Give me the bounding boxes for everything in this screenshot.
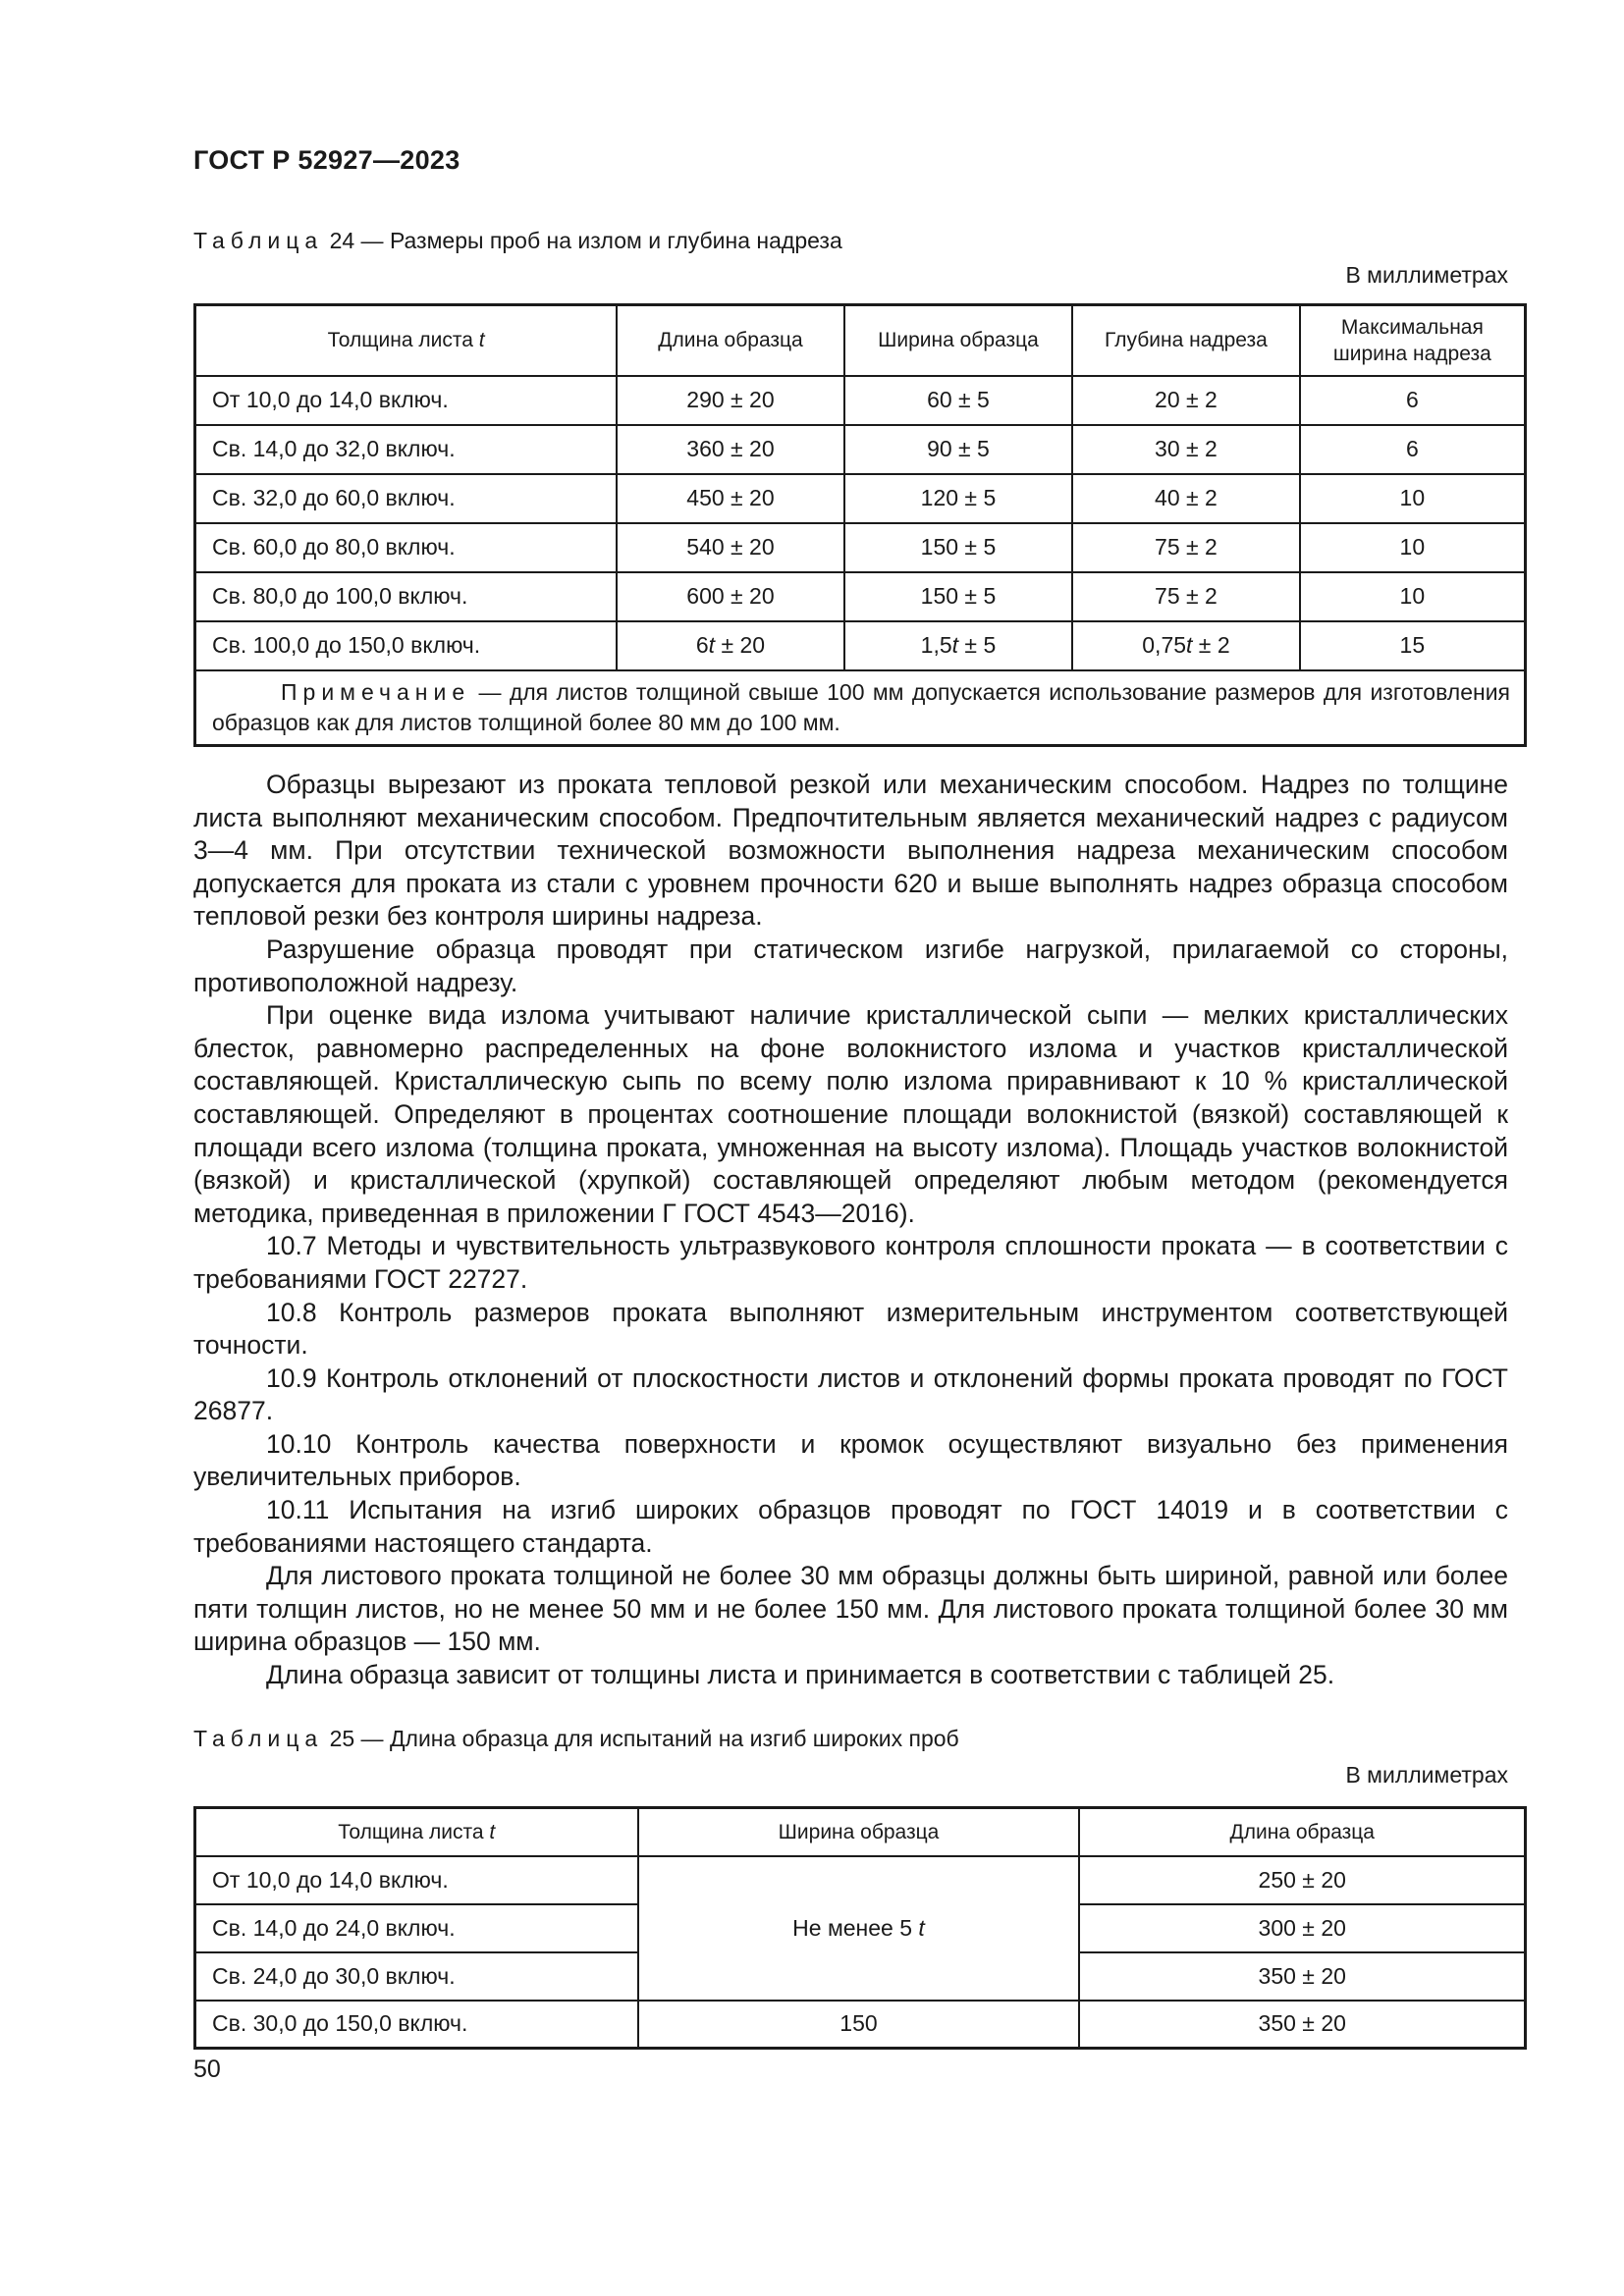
table24-header-thickness: Толщина листа t (195, 305, 618, 376)
table24-caption-text: 24 — Размеры проб на излом и глубина надреза (323, 228, 842, 253)
table24-cell-length: 290 ± 20 (617, 376, 843, 425)
table24-cell-depth: 20 ± 2 (1072, 376, 1299, 425)
table24-cell-thickness: Св. 32,0 до 60,0 включ. (195, 474, 618, 523)
table25-header-thickness: Толщина листа t (195, 1808, 638, 1856)
table24-caption-prefix: Таблица (193, 228, 324, 253)
table24-cell-thickness: Св. 14,0 до 32,0 включ. (195, 425, 618, 474)
table24-header-maxwidth: Максимальная ширина надреза (1300, 305, 1526, 376)
table25-cell-width: 150 (638, 2001, 1080, 2049)
table24-cell-maxwidth: 10 (1300, 523, 1526, 572)
table24-cell-thickness: От 10,0 до 14,0 включ. (195, 376, 618, 425)
table25-cell-thickness: Св. 30,0 до 150,0 включ. (195, 2001, 638, 2049)
table24-cell-length: 540 ± 20 (617, 523, 843, 572)
table-row (195, 474, 1526, 523)
table25-caption-text: 25 — Длина образца для испытаний на изгиб широких проб (323, 1726, 959, 1751)
paragraph: 10.7 Методы и чувствительность ультразвукового контроля сплошности проката — в соответствии с требованиями ГОСТ 22727. (193, 1231, 1508, 1294)
paragraph: 10.8 Контроль размеров проката выполняют измерительным инструментом соответствующей точности. (193, 1297, 1508, 1361)
table25-caption (193, 1726, 959, 1752)
paragraph: При оценке вида излома учитывают наличие кристаллической сыпи — мелких кристаллических блесток, равномерно распределенных на фоне волокнистого излома и участков кристаллической составляющей. Кристаллическую сыпь по всему полю излома приравнивают к 10 % кристаллической составляющей. Определяют в процентах соотношение площади волокнистой (вязкой) составляющей к площади всего излома (толщина проката, умноженная на высоту излома). Площадь участков волокнистой (вязкой) и кристаллической (хрупкой) составляющей определяют любым методом (рекомендуется методика, приведенная в приложении Г ГОСТ 4543—2016). (193, 1000, 1508, 1228)
table24-cell-maxwidth: 6 (1300, 376, 1526, 425)
paragraph: Образцы вырезают из проката тепловой резкой или механическим способом. Надрез по толщине листа выполняют механическим способом. Предпочтительным является механический надрез с радиусом 3—4 мм. При отсутствии технической возможности выполнения надреза механическим способом допускается для проката из стали с уровнем прочности 620 и выше выполнять надрез образца способом тепловой резки без контроля ширины надреза. (193, 770, 1508, 932)
table25-header-width: Ширина образца (638, 1808, 1080, 1856)
table24-cell-length: 360 ± 20 (617, 425, 843, 474)
table25-cell-thickness: Св. 24,0 до 30,0 включ. (195, 1952, 638, 2001)
table24-units: В миллиметрах (1345, 262, 1508, 288)
table24-cell-maxwidth: 10 (1300, 474, 1526, 523)
table24-header-depth: Глубина надреза (1072, 305, 1299, 376)
document-header: ГОСТ Р 52927—2023 (193, 145, 460, 175)
table24 (193, 303, 1527, 747)
table25-cell-width-merged: Не менее 5 t (638, 1856, 1080, 2001)
table25 (193, 1806, 1527, 2050)
table24-cell-width: 90 ± 5 (844, 425, 1072, 474)
table24-note-text: — для листов толщиной свыше 100 мм допускается использование размеров для изготовления образцов как для листов толщиной более 80 мм до 100 мм. (212, 678, 1510, 735)
table25-cell-length: 250 ± 20 (1079, 1856, 1525, 1904)
table24-cell-length: 600 ± 20 (617, 572, 843, 621)
table24-cell-depth: 75 ± 2 (1072, 523, 1299, 572)
paragraph: 10.10 Контроль качества поверхности и кромок осуществляют визуально без применения увеличительных приборов. (193, 1428, 1508, 1492)
body-text (193, 769, 1508, 1692)
table24-cell-maxwidth: 10 (1300, 572, 1526, 621)
table-row (195, 523, 1526, 572)
table24-note (195, 670, 1526, 746)
table24-note-label: Примечание (281, 678, 471, 705)
table24-cell-thickness: Св. 100,0 до 150,0 включ. (195, 621, 618, 670)
table24-cell-width: 150 ± 5 (844, 523, 1072, 572)
table24-cell-width: 120 ± 5 (844, 474, 1072, 523)
table25-cell-thickness: Св. 14,0 до 24,0 включ. (195, 1904, 638, 1952)
table25-caption-prefix: Таблица (193, 1726, 324, 1751)
table24-cell-maxwidth: 6 (1300, 425, 1526, 474)
table-row (195, 1856, 1526, 1904)
table25-header-row (195, 1808, 1526, 1856)
table-row (195, 376, 1526, 425)
table24-cell-depth: 75 ± 2 (1072, 572, 1299, 621)
table-row (195, 2001, 1526, 2049)
table25-cell-length: 350 ± 20 (1079, 1952, 1525, 2001)
page-number: 50 (193, 2056, 221, 2083)
table-row (195, 621, 1526, 670)
table24-header-width: Ширина образца (844, 305, 1072, 376)
table24-header-row (195, 305, 1526, 376)
table25-units: В миллиметрах (1345, 1762, 1508, 1788)
table24-cell-maxwidth: 15 (1300, 621, 1526, 670)
table24-cell-depth: 40 ± 2 (1072, 474, 1299, 523)
table24-note-row (195, 670, 1526, 746)
table24-cell-depth: 30 ± 2 (1072, 425, 1299, 474)
paragraph: Для листового проката толщиной не более 30 мм образцы должны быть шириной, равной или более пяти толщин листов, но не менее 50 мм и не более 150 мм. Для листового проката толщиной более 30 мм ширина образцов — 150 мм. (193, 1561, 1508, 1657)
paragraph: Длина образца зависит от толщины листа и принимается в соответствии с таблицей 25. (266, 1660, 1335, 1690)
table24-cell-width: 150 ± 5 (844, 572, 1072, 621)
table25-cell-length: 300 ± 20 (1079, 1904, 1525, 1952)
table24-cell-thickness: Св. 80,0 до 100,0 включ. (195, 572, 618, 621)
table24-caption (193, 228, 842, 254)
table24-cell-length: 6t ± 20 (617, 621, 843, 670)
table24-cell-width: 1,5t ± 5 (844, 621, 1072, 670)
table24-cell-length: 450 ± 20 (617, 474, 843, 523)
table-row (195, 425, 1526, 474)
table-row (195, 572, 1526, 621)
paragraph: 10.9 Контроль отклонений от плоскостности листов и отклонений формы проката проводят по ГОСТ 26877. (193, 1362, 1508, 1426)
table24-cell-depth: 0,75t ± 2 (1072, 621, 1299, 670)
table25-cell-length: 350 ± 20 (1079, 2001, 1525, 2049)
paragraph: 10.11 Испытания на изгиб широких образцов проводят по ГОСТ 14019 и в соответствии с требованиями настоящего стандарта. (193, 1495, 1508, 1558)
table25-header-length: Длина образца (1079, 1808, 1525, 1856)
table24-header-length: Длина образца (617, 305, 843, 376)
table24-cell-width: 60 ± 5 (844, 376, 1072, 425)
table25-cell-thickness: От 10,0 до 14,0 включ. (195, 1856, 638, 1904)
paragraph: Разрушение образца проводят при статическом изгибе нагрузкой, прилагаемой со стороны, противоположной надрезу. (193, 934, 1508, 997)
table24-cell-thickness: Св. 60,0 до 80,0 включ. (195, 523, 618, 572)
